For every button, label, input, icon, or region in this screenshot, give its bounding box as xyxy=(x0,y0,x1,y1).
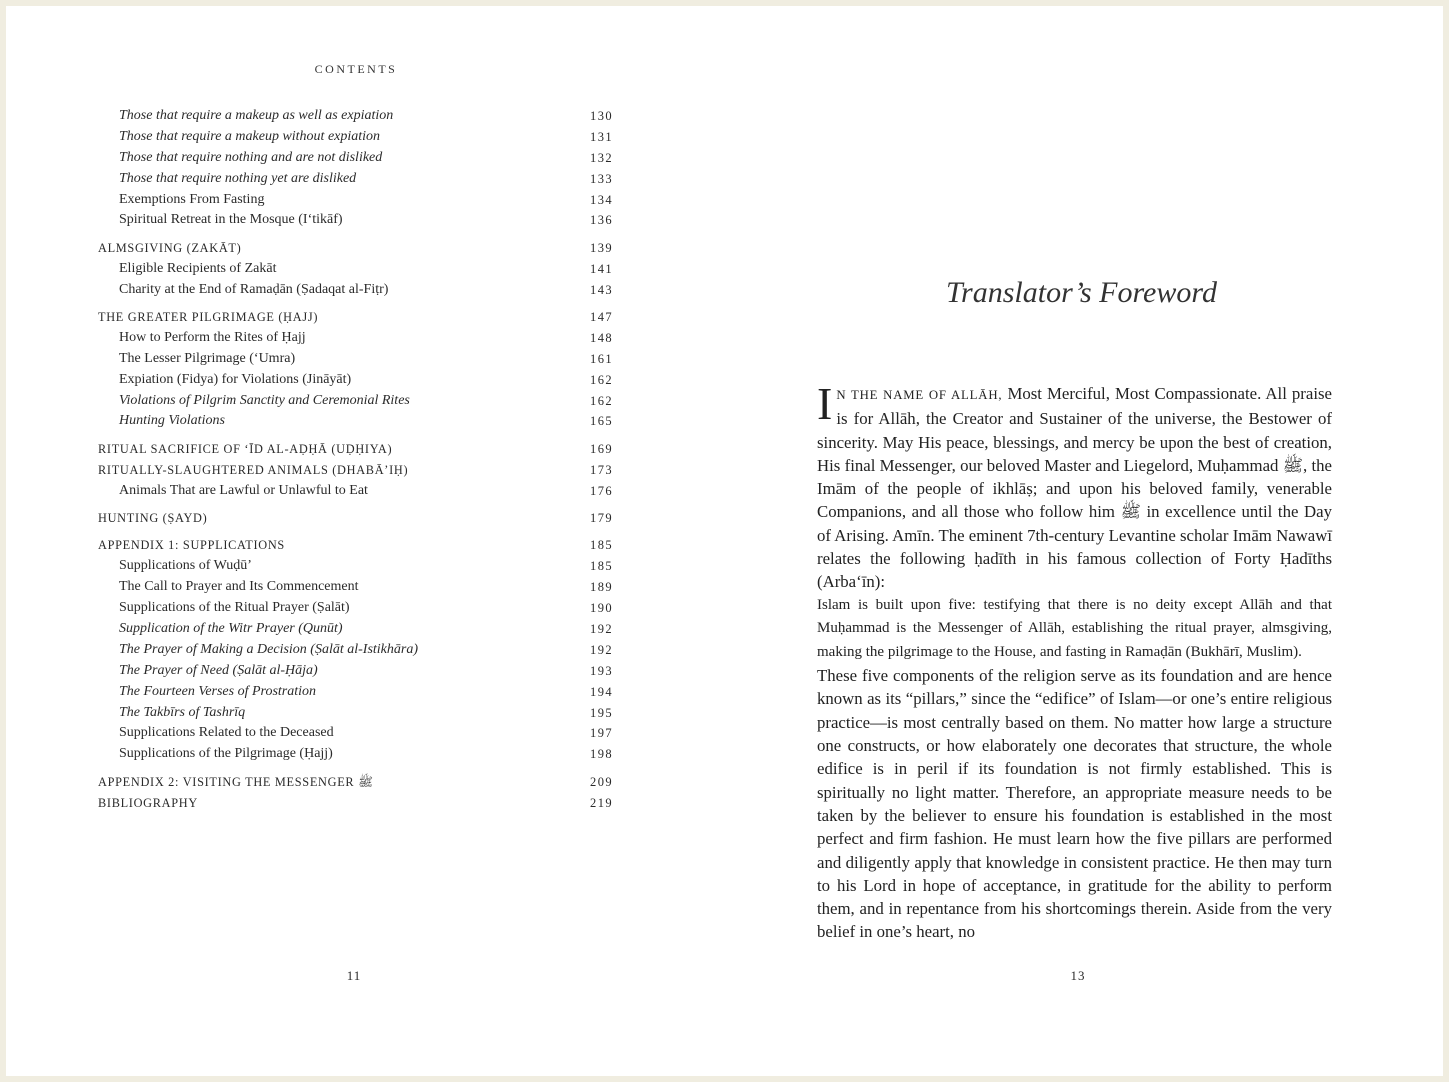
toc-entry-label: Supplication of the Witr Prayer (Qunūt) xyxy=(119,620,343,636)
body-text xyxy=(817,378,1332,944)
toc-section-entry xyxy=(98,508,613,529)
toc-entry xyxy=(98,169,613,190)
toc-entry-page: 179 xyxy=(590,511,613,526)
toc-section-entry xyxy=(98,460,613,481)
left-page xyxy=(6,6,720,1076)
toc-entry xyxy=(98,328,613,349)
toc-entry xyxy=(98,190,613,211)
toc-entry-page: 130 xyxy=(590,109,613,123)
toc-entry-label: Those that require nothing and are not disliked xyxy=(119,149,383,165)
toc-section-entry xyxy=(98,439,613,460)
toc-entry-page: 194 xyxy=(590,684,613,699)
toc-entry-label: Expiation (Fidya) for Violations (Jināyāt) xyxy=(119,371,352,387)
toc-entry xyxy=(98,556,613,577)
toc-entry-label: Animals That are Lawful or Unlawful to Eat xyxy=(119,482,368,498)
toc-entry-label: Those that require a makeup as well as expiation xyxy=(119,108,394,123)
chapter-title: Translator’s Foreword xyxy=(946,276,1217,309)
paragraph-opening xyxy=(817,378,1332,594)
toc-entry-page: 141 xyxy=(590,261,613,276)
toc-entry-label: Exemptions From Fasting xyxy=(119,191,265,207)
page-number-left: 11 xyxy=(346,968,362,983)
toc-entry xyxy=(98,148,613,169)
toc-entry xyxy=(98,391,613,412)
toc-entry-page: 173 xyxy=(590,462,613,477)
toc-entry-label: How to Perform the Rites of Ḥajj xyxy=(119,329,306,345)
toc-entry-label: RITUALLY-SLAUGHTERED ANIMALS (DHABĀ’IḤ) xyxy=(98,462,409,477)
toc-entry-page: 143 xyxy=(590,282,613,297)
paragraph-1-text: Most Merciful, Most Compassionate. All praise is for Allāh, the Creator and Sustainer of the universe, the Bestower of sincerity. May His peace, blessings, and mercy be upon the best of creation, His final Messenger, our beloved Master and Liegelord, Muḥammad ﷺ, the Imām of the people of ikhlāṣ; and upon his beloved family, venerable Companions, and all those who follow him ﷺ in excellence until the Day of Arising. Amīn. The eminent 7th-century Levantine scholar Imām Nawawī relates the following ḥadīth in his famous collection of Forty Ḥadīths (Arba‘īn): xyxy=(817,384,1332,592)
toc-entry-label: Supplications of Wuḍū’ xyxy=(119,558,252,574)
toc-entry xyxy=(98,106,613,127)
toc-entry xyxy=(98,127,613,148)
toc-entry xyxy=(98,577,613,598)
toc-entry-page: 161 xyxy=(590,351,613,366)
toc-entry-label: The Takbīrs of Tashrīq xyxy=(119,704,246,720)
toc-entry-page: 131 xyxy=(590,129,613,144)
toc-entry-label: Violations of Pilgrim Sanctity and Ceremonial Rites xyxy=(119,392,410,408)
toc-entry-page: 176 xyxy=(590,483,613,498)
toc-entry xyxy=(98,411,613,432)
toc-entry xyxy=(98,598,613,619)
toc-entry-label: THE GREATER PILGRIMAGE (ḤAJJ) xyxy=(98,310,319,325)
right-page xyxy=(720,6,1443,1076)
toc-entry-label: The Prayer of Need (Ṣalāt al-Ḥāja) xyxy=(119,662,318,678)
toc-entry xyxy=(98,349,613,370)
toc-entry-page: 197 xyxy=(590,726,613,741)
toc-entry-label: Supplications Related to the Deceased xyxy=(119,725,334,741)
toc-section-entry xyxy=(98,238,613,259)
toc-entry-page: 162 xyxy=(590,393,613,408)
toc-entry xyxy=(98,723,613,744)
toc-entry-page: 185 xyxy=(590,559,613,574)
toc-entry xyxy=(98,744,613,765)
toc-entry-label: Those that require a makeup without expiation xyxy=(119,128,381,144)
toc-entry-label: HUNTING (ṢAYD) xyxy=(98,511,208,526)
toc-entry xyxy=(98,210,613,231)
toc-entry-page: 190 xyxy=(590,601,613,616)
toc-entry-page: 148 xyxy=(590,330,613,345)
toc-entry-page: 133 xyxy=(590,171,613,186)
paragraph-2: These five components of the religion serve as its foundation and are hence known as its “pillars,” since the “edifice” of Islam—or one’s entire religious practice—is most centrally based on them. No matter how large a structure one constructs, or how elaborately one decorates that structure, the whole edifice is in peril if its foundation is not firmly established. This is spiritually no light matter. Therefore, an appropriate measure needs to be taken by the believer to ensure his foundation is established in the most perfect and firm fashion. He must learn how the five pillars are performed and diligently apply that knowledge in consistent practice. He then may turn to his Lord in hope of acceptance, in gratitude for the ability to perform them, and in repentance from his shortcomings therein. Aside from the very belief in one’s heart, no xyxy=(817,666,1332,942)
toc-entry-page: 147 xyxy=(590,310,613,325)
toc-entry xyxy=(98,661,613,682)
toc-entry xyxy=(98,370,613,391)
book-spread xyxy=(6,6,1443,1076)
toc-section-entry xyxy=(98,793,613,814)
toc-entry-page: 192 xyxy=(590,642,613,657)
toc-entry-label: Supplications of the Pilgrimage (Ḥajj) xyxy=(119,746,333,762)
toc-section-entry xyxy=(98,535,613,556)
hadith-quote: Islam is built upon five: testifying that there is no deity except Allāh and that Muḥammad is the Messenger of Allāh, establishing the ritual prayer, almsgiving, making the pilgrimage to the House, and fasting in Ramaḍān (Bukhārī, Muslim). xyxy=(817,596,1332,660)
toc-entry-page: 169 xyxy=(590,441,613,456)
page-number-right: 13 xyxy=(1070,968,1086,983)
toc-entry-label: Charity at the End of Ramaḍān (Ṣadaqat al-Fiṭr) xyxy=(119,281,389,297)
toc-entry-page: 193 xyxy=(590,663,613,678)
toc-entry xyxy=(98,682,613,703)
toc-entry-page: 219 xyxy=(590,795,613,810)
toc-entry-label: BIBLIOGRAPHY xyxy=(98,795,198,810)
toc-entry-page: 134 xyxy=(590,192,613,207)
toc-entry-label: APPENDIX 1: SUPPLICATIONS xyxy=(98,538,285,553)
toc-entry-page: 192 xyxy=(590,621,613,636)
toc-entry xyxy=(98,280,613,301)
toc-entry-page: 165 xyxy=(590,414,613,429)
toc-entry-label: APPENDIX 2: VISITING THE MESSENGER ﷺ xyxy=(98,774,373,789)
toc-section-entry xyxy=(98,307,613,328)
toc-entry-page: 185 xyxy=(590,538,613,553)
toc-entry-page: 136 xyxy=(590,213,613,228)
drop-cap: I xyxy=(817,378,833,429)
table-of-contents xyxy=(98,106,613,814)
running-head: CONTENTS xyxy=(314,62,398,76)
toc-entry xyxy=(98,259,613,280)
toc-section-entry xyxy=(98,772,613,793)
toc-entry-page: 162 xyxy=(590,372,613,387)
toc-entry xyxy=(98,703,613,724)
toc-entry-label: The Fourteen Verses of Prostration xyxy=(119,683,317,699)
toc-entry-label: Hunting Violations xyxy=(119,413,225,429)
toc-entry xyxy=(98,481,613,502)
toc-entry-page: 189 xyxy=(590,580,613,595)
toc-entry-label: Supplications of the Ritual Prayer (Ṣalāt) xyxy=(119,600,350,616)
toc-entry xyxy=(98,640,613,661)
toc-entry-label: The Call to Prayer and Its Commencement xyxy=(119,579,359,595)
toc-entry-label: RITUAL SACRIFICE OF ‘ĪD AL-AḌḤĀ (UḌḤIYA) xyxy=(98,441,393,456)
toc-entry-label: The Prayer of Making a Decision (Ṣalāt al-Istikhāra) xyxy=(119,641,419,657)
toc-entry-page: 139 xyxy=(590,240,613,255)
toc-entry-label: Spiritual Retreat in the Mosque (I‘tikāf) xyxy=(119,212,343,228)
toc-entry-page: 132 xyxy=(590,150,613,165)
toc-entry-label: The Lesser Pilgrimage (‘Umra) xyxy=(119,350,296,366)
toc-entry-label: Eligible Recipients of Zakāt xyxy=(119,260,277,276)
toc-entry-label: Those that require nothing yet are disliked xyxy=(119,170,357,186)
toc-entry xyxy=(98,619,613,640)
toc-entry-label: ALMSGIVING (ZAKĀT) xyxy=(98,240,242,255)
toc-entry-page: 209 xyxy=(590,774,613,789)
toc-entry-page: 198 xyxy=(590,747,613,762)
opening-smallcaps: N THE NAME OF ALLĀH, xyxy=(836,388,1003,402)
toc-entry-page: 195 xyxy=(590,705,613,720)
